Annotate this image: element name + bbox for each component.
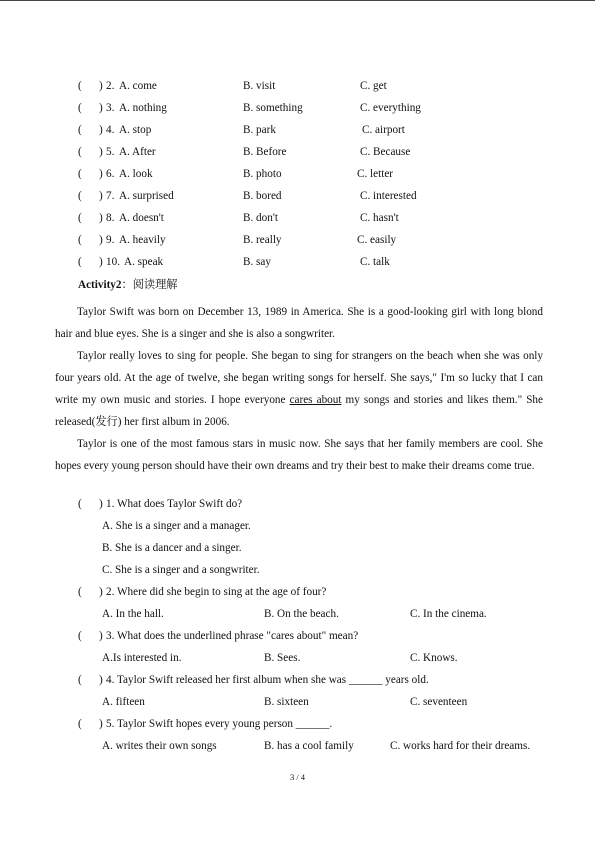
question-row <box>0 719 595 733</box>
option-a: A. speak <box>124 256 164 268</box>
passage-paragraph-1: Taylor Swift was born on December 13, 1989 in America. She is a good-looking girl with long blond hair and blue eyes. She is a singer and she is also a songwriter. <box>55 306 543 340</box>
answer-bracket-open[interactable]: ( <box>78 630 82 642</box>
question-number: 5. <box>106 146 115 158</box>
answer-bracket-open[interactable]: ( <box>78 212 82 224</box>
question-stem: 1. What does Taylor Swift do? <box>106 498 243 510</box>
answer-bracket-close: ) <box>99 212 103 224</box>
option-a: A. heavily <box>119 234 166 246</box>
option-a: A. doesn't <box>119 212 164 224</box>
option-b: B. has a cool family <box>264 740 354 752</box>
answer-bracket-open[interactable]: ( <box>78 190 82 202</box>
option-a: A. After <box>119 146 156 158</box>
answer-bracket-close: ) <box>99 498 103 510</box>
answer-bracket-open[interactable]: ( <box>78 234 82 246</box>
question-stem: 3. What does the underlined phrase "cares about" mean? <box>106 630 359 642</box>
option-row <box>0 609 595 623</box>
option-a: A. nothing <box>119 102 167 114</box>
option-a: A. In the hall. <box>102 608 164 620</box>
option-b: B. photo <box>243 168 282 180</box>
answer-bracket-open[interactable]: ( <box>78 256 82 268</box>
question-number: 10. <box>106 256 120 268</box>
option-c: C. hasn't <box>360 212 399 224</box>
question-number: 4. <box>106 124 115 136</box>
answer-bracket-open[interactable]: ( <box>78 498 82 510</box>
option-b: B. something <box>243 102 303 114</box>
cloze-row <box>0 103 595 117</box>
answer-bracket-close: ) <box>99 674 103 686</box>
answer-bracket-open[interactable]: ( <box>78 718 82 730</box>
option-b: B. sixteen <box>264 696 309 708</box>
question-stem: 4. Taylor Swift released her first album when she was ______ years old. <box>106 674 429 686</box>
option-b: B. On the beach. <box>264 608 339 620</box>
top-rule <box>0 0 595 1</box>
answer-bracket-close: ) <box>99 630 103 642</box>
option-c: C. everything <box>360 102 421 114</box>
activity-heading <box>78 280 177 291</box>
question-row <box>0 499 595 513</box>
cloze-row <box>0 235 595 249</box>
question-number: 8. <box>106 212 115 224</box>
option-a: A. surprised <box>119 190 174 202</box>
question-row <box>0 675 595 689</box>
question-number: 6. <box>106 168 115 180</box>
answer-bracket-close: ) <box>99 586 103 598</box>
option-row <box>0 741 595 755</box>
answer-bracket-open[interactable]: ( <box>78 674 82 686</box>
activity-title: ：阅读理解 <box>121 279 178 291</box>
passage-text: Taylor really loves to sing for people. She began to sing for strangers on the beach when she was only four years old. At the age of twelve, she began writing songs for herself. She says," I'm so lucky that I can write my own music and stories. I hope everyone <box>55 350 543 406</box>
cloze-row <box>0 125 595 139</box>
option-b: B. really <box>243 234 282 246</box>
question-number: 7. <box>106 190 115 202</box>
option-b: B. don't <box>243 212 278 224</box>
option-a: A.Is interested in. <box>102 652 182 664</box>
option-row <box>0 565 595 579</box>
activity-label: Activity2 <box>78 279 122 291</box>
question-stem: 2. Where did she begin to sing at the age of four? <box>106 586 327 598</box>
passage-text: my songs and stories and likes them." She released(发行) her first album in 2006. <box>55 394 543 428</box>
answer-bracket-close: ) <box>99 102 103 114</box>
answer-bracket-close: ) <box>99 168 103 180</box>
option-b: B. say <box>243 256 271 268</box>
answer-bracket-open[interactable]: ( <box>78 146 82 158</box>
question-stem: 5. Taylor Swift hopes every young person ______. <box>106 718 333 730</box>
option-c: C. airport <box>362 124 405 136</box>
answer-bracket-close: ) <box>99 190 103 202</box>
answer-bracket-close: ) <box>99 718 103 730</box>
option-c: C. works hard for their dreams. <box>390 740 531 752</box>
cloze-row <box>0 191 595 205</box>
option-a: A. She is a singer and a manager. <box>102 520 251 532</box>
option-c: C. letter <box>357 168 394 180</box>
option-a: A. look <box>119 168 153 180</box>
answer-bracket-close: ) <box>99 124 103 136</box>
answer-bracket-close: ) <box>99 80 103 92</box>
option-row <box>0 543 595 557</box>
option-c: C. interested <box>360 190 417 202</box>
answer-bracket-close: ) <box>99 256 103 268</box>
answer-bracket-open[interactable]: ( <box>78 102 82 114</box>
cloze-row <box>0 257 595 271</box>
option-b: B. Before <box>243 146 287 158</box>
option-b: B. park <box>243 124 276 136</box>
answer-bracket-close: ) <box>99 146 103 158</box>
option-c: C. Knows. <box>410 652 458 664</box>
option-b: B. Sees. <box>264 652 301 664</box>
option-c: C. In the cinema. <box>410 608 487 620</box>
option-c: C. easily <box>357 234 397 246</box>
question-number: 3. <box>106 102 115 114</box>
passage-paragraph-2 <box>55 345 543 433</box>
question-number: 9. <box>106 234 115 246</box>
answer-bracket-open[interactable]: ( <box>78 586 82 598</box>
question-number: 2. <box>106 80 115 92</box>
cloze-row <box>0 169 595 183</box>
cloze-row <box>0 147 595 161</box>
option-b: B. She is a dancer and a singer. <box>102 542 242 554</box>
option-a: A. come <box>119 80 157 92</box>
answer-bracket-open[interactable]: ( <box>78 124 82 136</box>
option-row <box>0 521 595 535</box>
option-c: C. seventeen <box>410 696 468 708</box>
option-a: A. fifteen <box>102 696 145 708</box>
cloze-row <box>0 81 595 95</box>
passage-paragraph-3: Taylor is one of the most famous stars in music now. She says that her family members are cool. She hopes every young person should have their own dreams and try their best to make their dreams come true. <box>55 438 543 472</box>
option-c: C. She is a singer and a songwriter. <box>102 564 260 576</box>
option-c: C. get <box>360 80 387 92</box>
answer-bracket-open[interactable]: ( <box>78 168 82 180</box>
option-row <box>0 653 595 667</box>
answer-bracket-open[interactable]: ( <box>78 80 82 92</box>
page-number: 3 / 4 <box>289 772 306 782</box>
option-a: A. stop <box>119 124 152 136</box>
option-b: B. bored <box>243 190 282 202</box>
question-row <box>0 631 595 645</box>
option-row <box>0 697 595 711</box>
answer-bracket-close: ) <box>99 234 103 246</box>
option-b: B. visit <box>243 80 276 92</box>
underlined-phrase: cares about <box>289 394 342 406</box>
option-a: A. writes their own songs <box>102 740 217 752</box>
option-c: C. talk <box>360 256 390 268</box>
reading-passage <box>55 301 543 477</box>
option-c: C. Because <box>360 146 411 158</box>
cloze-row <box>0 213 595 227</box>
question-row <box>0 587 595 601</box>
